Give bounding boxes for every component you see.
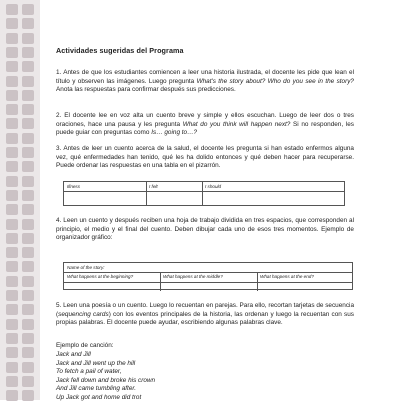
binder-hole bbox=[22, 233, 34, 244]
binder-hole bbox=[6, 390, 18, 401]
activity-2-text bbox=[56, 112, 354, 138]
song-intro: Ejemplo de canción: bbox=[56, 342, 114, 349]
organizer-header-end: What happens at the end? bbox=[260, 274, 314, 279]
activity-1-segment: What's the story about? Who do you see in the story? bbox=[196, 77, 354, 85]
activity-2-segment: Si no responden, les puede guiar con preguntas como bbox=[56, 120, 354, 137]
binder-hole bbox=[6, 290, 18, 301]
binder-hole bbox=[6, 33, 18, 44]
binder-hole bbox=[22, 147, 34, 158]
song-line: And Jill came tumbling after. bbox=[56, 385, 137, 393]
binder-hole bbox=[22, 290, 34, 301]
binder-hole bbox=[6, 319, 18, 330]
activity-2-segment: What do you think will happen next? bbox=[182, 120, 291, 128]
binder-hole bbox=[22, 204, 34, 215]
binder-hole bbox=[6, 4, 18, 15]
binder-hole bbox=[6, 362, 18, 373]
health-table-header-felt: I felt bbox=[149, 184, 158, 189]
binder-hole bbox=[6, 61, 18, 72]
binder-hole bbox=[6, 261, 18, 272]
activity-4-text bbox=[56, 217, 354, 243]
organizer-name-label: Name of the story: bbox=[67, 265, 105, 270]
binder-hole bbox=[22, 333, 34, 344]
song-line: Up Jack got and home did trot bbox=[56, 394, 142, 401]
activity-1-text bbox=[56, 69, 354, 95]
activity-1-segment: 1. Antes de que los estudiantes comiencen a leer una historia ilustrada, el docente les pide que lean el título y observen las imágenes. Luego pregunta bbox=[56, 69, 354, 85]
activity-3-text bbox=[56, 145, 354, 171]
activity-1-segment: Anota las respuestas para confirmar después sus predicciones. bbox=[56, 86, 236, 94]
activity-2-segment: Is… going to…? bbox=[151, 129, 198, 137]
binder-hole bbox=[22, 161, 34, 172]
binder-hole bbox=[6, 133, 18, 144]
activity-3-segment: 3. Antes de leer un cuento acerca de la salud, el docente les pregunta si han estado enfermos alguna vez, qué enfermedades han tenido, qué les ha dolido entonces y qué deben hacer para recuperarse. Puede ordenar las respuestas en una tabla en el pizarrón. bbox=[56, 145, 354, 170]
song-line: To fetch a pail of water, bbox=[56, 368, 122, 376]
binder-hole bbox=[22, 304, 34, 315]
activity-4-segment: 4. Leen un cuento y después reciben una hoja de trabajo dividida en tres espacios, que corresponden al principio, el medio y el final del cuento. Deben dibujar cada uno de esos tres momentos. Ejemplo de organizador gráfico: bbox=[56, 217, 354, 242]
binder-hole bbox=[22, 76, 34, 87]
binder-hole bbox=[6, 247, 18, 258]
binder-hole bbox=[6, 161, 18, 172]
graphic-organizer bbox=[63, 262, 353, 290]
binder-hole bbox=[22, 362, 34, 373]
activity-5-segment: sequencing cards bbox=[58, 310, 109, 318]
binder-hole bbox=[22, 319, 34, 330]
binder-hole bbox=[6, 90, 18, 101]
binder-hole bbox=[6, 104, 18, 115]
binder-hole bbox=[6, 204, 18, 215]
binder-hole bbox=[6, 233, 18, 244]
document-page bbox=[40, 0, 400, 400]
page-title: Actividades sugeridas del Programa bbox=[56, 46, 184, 55]
binder-hole bbox=[22, 261, 34, 272]
binder-hole bbox=[6, 176, 18, 187]
binder-hole bbox=[22, 104, 34, 115]
binder-hole bbox=[6, 147, 18, 158]
song-line: Jack and Jill went up the hill bbox=[56, 359, 136, 367]
binder-hole bbox=[6, 333, 18, 344]
activity-5-segment: ) con los eventos principales de la historia, las ordenan y luego la recuentan con sus propias palabras. El docente puede ayudar, escribiendo algunas palabras clave. bbox=[56, 310, 355, 327]
organizer-header-middle: What happens at the middle? bbox=[163, 274, 223, 279]
binder-hole bbox=[6, 76, 18, 87]
binder-hole bbox=[22, 390, 34, 401]
binder-margin bbox=[0, 0, 40, 400]
health-table-header-illness: Illness bbox=[67, 184, 81, 189]
health-table bbox=[63, 181, 345, 206]
binder-hole bbox=[22, 61, 34, 72]
binder-hole bbox=[22, 376, 34, 387]
binder-hole bbox=[6, 118, 18, 129]
binder-hole bbox=[22, 276, 34, 287]
binder-hole bbox=[22, 247, 34, 258]
binder-hole bbox=[22, 33, 34, 44]
binder-hole bbox=[6, 47, 18, 58]
binder-hole bbox=[6, 376, 18, 387]
binder-hole bbox=[22, 118, 34, 129]
binder-hole bbox=[6, 18, 18, 29]
health-table-header-should: I should bbox=[205, 184, 222, 189]
binder-hole bbox=[6, 190, 18, 201]
binder-hole bbox=[6, 276, 18, 287]
binder-hole bbox=[22, 133, 34, 144]
binder-hole bbox=[6, 347, 18, 358]
activity-5-text bbox=[56, 302, 354, 328]
activity-5-segment: 5. Leen una poesía o un cuento. Luego lo recuentan en parejas. Para ello, recortan tarjetas de secuencia ( bbox=[56, 302, 354, 318]
binder-hole bbox=[22, 176, 34, 187]
song-line: Jack and Jill bbox=[56, 351, 91, 358]
organizer-header-beginning: What happens at the beginning? bbox=[67, 274, 134, 279]
binder-hole bbox=[22, 4, 34, 15]
song-line: Jack fell down and broke his crown bbox=[56, 376, 156, 384]
binder-hole bbox=[22, 18, 34, 29]
activity-2-segment: 2. El docente lee en voz alta un cuento breve y simple y ellos escuchan. Luego de leer dos o tres oraciones, hace una pausa y les pregunta bbox=[56, 112, 354, 128]
binder-hole bbox=[6, 304, 18, 315]
binder-hole bbox=[22, 90, 34, 101]
binder-hole bbox=[22, 347, 34, 358]
binder-hole bbox=[22, 190, 34, 201]
binder-hole bbox=[6, 219, 18, 230]
binder-hole bbox=[22, 47, 34, 58]
binder-hole bbox=[22, 219, 34, 230]
